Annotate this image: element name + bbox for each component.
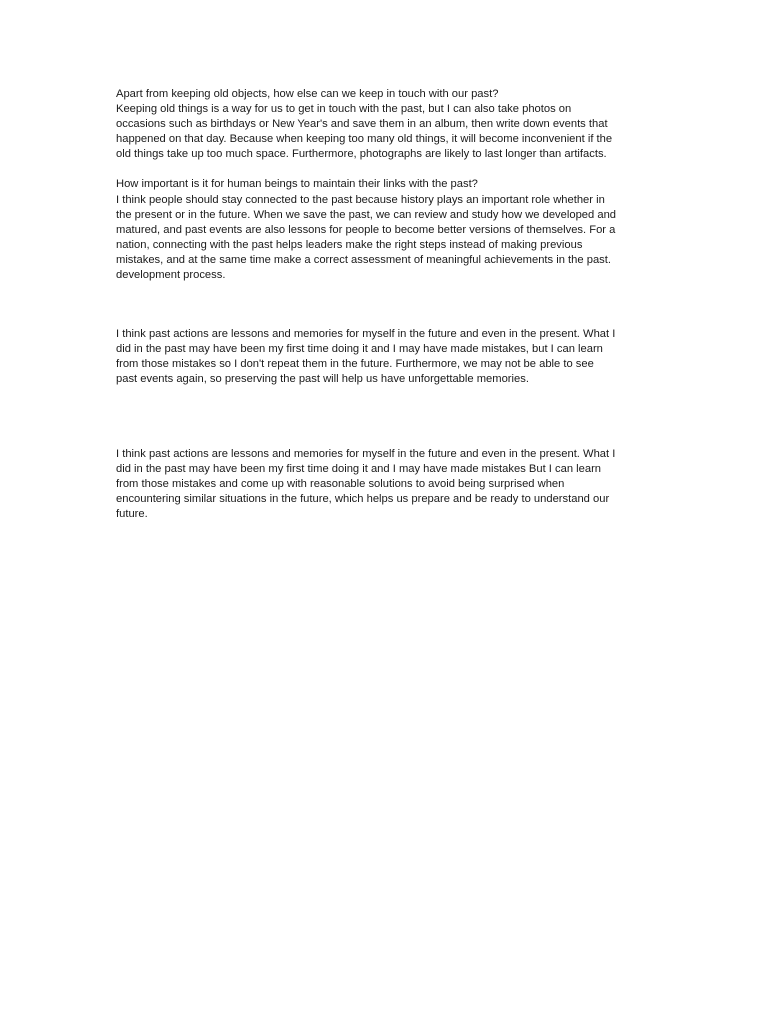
paragraph-spacer (116, 388, 656, 432)
paragraph-line: from those mistakes so I don't repeat them in the future. Furthermore, we may not be able to see (116, 358, 594, 371)
paragraph-spacer (116, 432, 656, 447)
paragraph-line: did in the past may have been my first time doing it and I may have made mistakes But I can learn (116, 462, 602, 475)
question-heading: How important is it for human beings to maintain their links with the past? (116, 178, 478, 191)
paragraph-line: past events again, so preserving the past will help us have unforgettable memories. (116, 373, 529, 386)
paragraph-line: encountering similar situations in the future, which helps us prepare and be ready to understand our (116, 492, 610, 505)
paragraph-spacer (116, 283, 656, 327)
paragraph-line: old things take up too much space. Furthermore, photographs are likely to last longer than artifacts. (116, 148, 607, 161)
paragraph-spacer (116, 162, 656, 177)
paragraph-line: mistakes, and at the same time make a correct assessment of meaningful achievements in the past. (116, 253, 611, 266)
paragraph-line: the present or in the future. When we save the past, we can review and study how we developed and (116, 208, 617, 221)
paragraph-line: development process. (116, 269, 226, 282)
section-past-contact (116, 87, 656, 162)
paragraph-line: I think past actions are lessons and memories for myself in the future and even in the present. What I (116, 328, 616, 341)
section-past-importance (116, 177, 656, 283)
document-body (116, 87, 656, 522)
section-lessons-solutions (116, 447, 656, 522)
paragraph-line: Keeping old things is a way for us to get in touch with the past, but I can also take photos on (116, 103, 572, 116)
paragraph-line: from those mistakes and come up with reasonable solutions to avoid being surprised when (116, 477, 565, 490)
paragraph-line: happened on that day. Because when keeping too many old things, it will become inconvenient if the (116, 133, 613, 146)
question-heading: Apart from keeping old objects, how else can we keep in touch with our past? (116, 88, 499, 100)
paragraph-line: I think past actions are lessons and memories for myself in the future and even in the present. What I (116, 447, 616, 460)
paragraph-line: matured, and past events are also lessons for people to become better versions of themselves. For a (116, 223, 616, 236)
paragraph-line: did in the past may have been my first time doing it and I may have made mistakes, but I can learn (116, 343, 603, 356)
section-lessons-memories (116, 327, 656, 387)
paragraph-line: occasions such as birthdays or New Year's and save them in an album, then write down events that (116, 118, 608, 131)
paragraph-line: future. (116, 507, 148, 520)
paragraph-line: nation, connecting with the past helps leaders make the right steps instead of making previous (116, 238, 583, 251)
paragraph-line: I think people should stay connected to the past because history plays an important role whether in (116, 193, 605, 206)
